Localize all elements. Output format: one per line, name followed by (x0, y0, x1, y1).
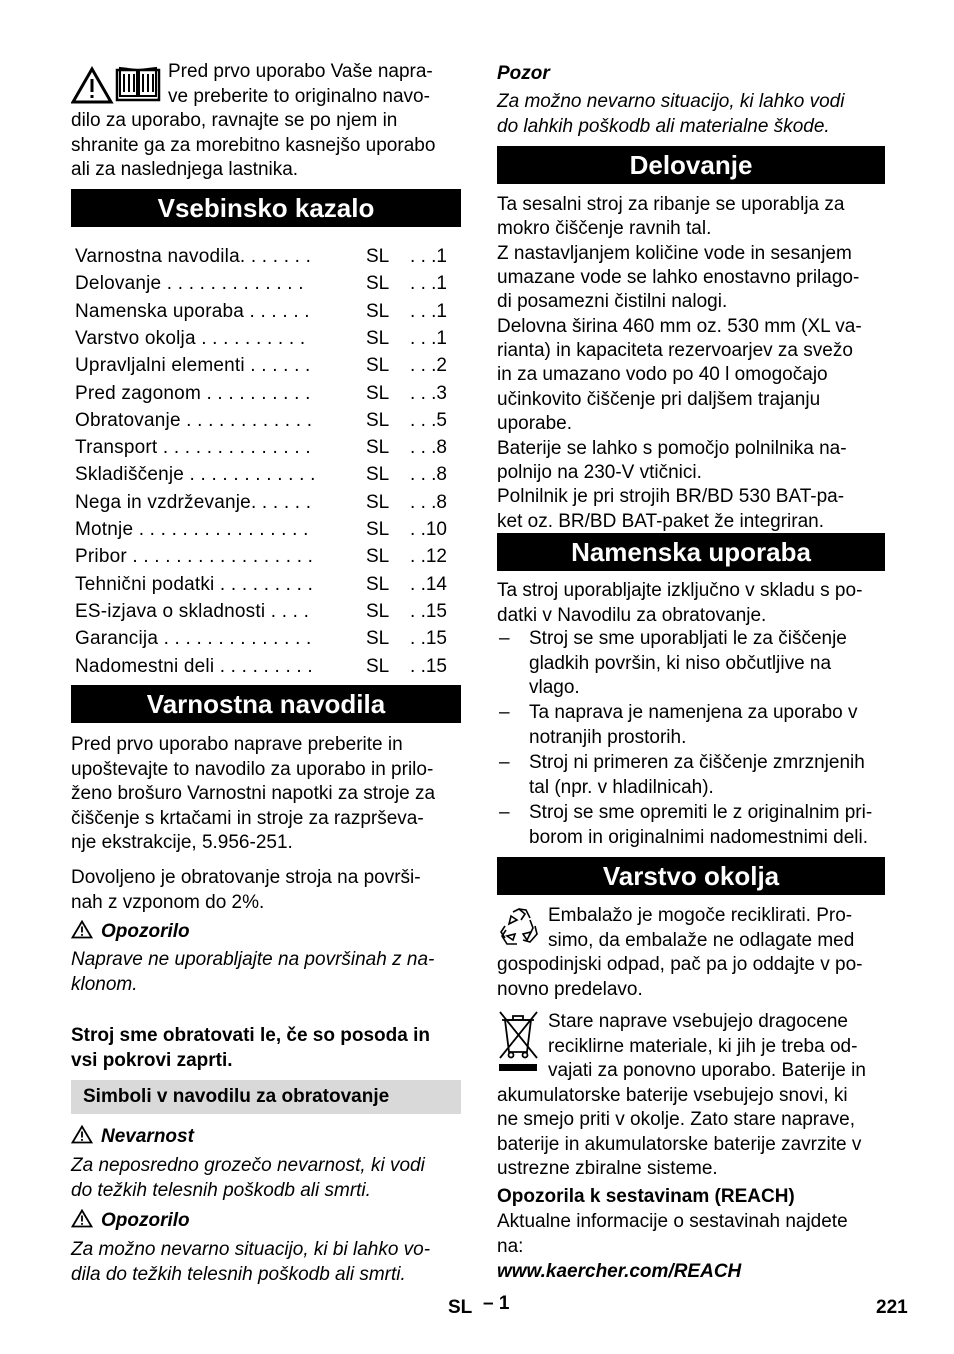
function-line: in za umazano vodo po 40 l omogočajo (497, 364, 828, 386)
weee-line: Stare naprave vsebujejo dragocene (548, 1011, 848, 1032)
intended-item-line: vlago. (529, 677, 580, 698)
weee-line: ustrezne zbiralne sisteme. (497, 1158, 718, 1179)
recycle-line-3: gospodinjski odpad, pač pa jo oddajte v po- (497, 954, 863, 975)
toc-lang: SL (366, 464, 390, 486)
intended-item-line: gladkih površin, ki niso občutljive na (529, 652, 832, 674)
safety-p1-line-3: ženo brošuro Varnostni napotki za stroje za (71, 783, 436, 804)
toc-page: . . .1 (410, 300, 447, 322)
toc-heading: Vsebinsko kazalo (71, 189, 461, 227)
intro-line-4: shranite ga za morebitno kasnejšo uporabo (71, 134, 436, 156)
toc-page: . .15 (410, 655, 447, 677)
toc-row[interactable] (75, 272, 457, 296)
intro-line-5: ali za naslednjega lastnika. (71, 159, 299, 180)
recycle-icon (497, 906, 541, 950)
intended-item-line: Stroj ni primeren za čiščenje zmrznjenih (529, 752, 865, 773)
toc-page: . .14 (410, 573, 447, 595)
intended-intro-line-2: datki v Navodilu za obratovanje. (497, 604, 767, 626)
intended-list-item (497, 701, 885, 750)
intended-item-text (529, 627, 885, 701)
toc-lang: SL (366, 546, 390, 568)
toc-page: . . .8 (410, 437, 447, 459)
dash-bullet: – (499, 702, 510, 723)
toc-lang: SL (366, 600, 390, 622)
toc-lang: SL (366, 300, 390, 322)
toc-label: Delovanje . . . . . . . . . . . . . (75, 273, 304, 295)
reach-line-2: na: (497, 1235, 524, 1257)
toc-page: . . .1 (410, 327, 447, 349)
function-line: di posamezni čistilni nalogi. (497, 291, 728, 313)
dash-bullet: – (499, 802, 510, 823)
warning-1-head: Opozorilo (101, 921, 190, 942)
safety-p1-line-1: Pred prvo uporabo naprave preberite in (71, 734, 403, 755)
warning-2-head: Opozorilo (101, 1210, 190, 1231)
toc-label: ES-izjava o skladnosti . . . . (75, 600, 310, 622)
weee-line: reciklirne materiale, ki jih je treba od- (548, 1035, 858, 1057)
intended-item-line: borom in originalnimi nadomestnimi deli. (529, 826, 868, 848)
toc-lang: SL (366, 655, 390, 677)
safety-p1-line-5: nje ekstrakcije, 5.956-251. (71, 832, 293, 853)
warning-2-line-1: Za možno nevarno situacijo, ki bi lahko vo- (71, 1239, 431, 1260)
toc-row[interactable] (75, 627, 457, 651)
intended-item-text (529, 801, 885, 850)
toc-label: Pribor . . . . . . . . . . . . . . . . . (75, 546, 314, 568)
toc-label: Upravljalni elementi . . . . . . (75, 355, 311, 377)
function-line: Z nastavljanjem količine vode in sesanjem (497, 242, 852, 264)
warning-triangle-icon (71, 920, 93, 939)
warning-1 (71, 920, 461, 945)
toc-label: Varnostna navodila. . . . . . . (75, 246, 312, 267)
toc-row[interactable] (75, 600, 457, 624)
function-line: učinkovito čiščenje pri daljšem trajanju (497, 388, 821, 410)
intended-list-item (497, 751, 885, 800)
toc-row[interactable] (75, 409, 457, 433)
toc-lang: SL (366, 628, 390, 650)
toc-row[interactable] (75, 245, 457, 269)
environment-heading: Varstvo okolja (497, 857, 885, 895)
toc-lang: SL (366, 491, 390, 513)
intro-line-3: dilo za uporabo, ravnajte se po njem in (71, 110, 398, 131)
toc-page: . . .1 (410, 273, 447, 295)
toc-row[interactable] (75, 463, 457, 487)
function-line: ket oz. BR/BD BAT-paket že integriran. (497, 510, 825, 532)
intended-intro-line-1: Ta stroj uporabljajte izključno v skladu s po- (497, 580, 863, 601)
reach-line-1: Aktualne informacije o sestavinah najdete (497, 1211, 848, 1232)
intended-item-line: tal (npr. v hladilnicah). (529, 776, 714, 798)
toc-label: Motnje . . . . . . . . . . . . . . . . (75, 519, 309, 540)
function-line: mokro čiščenje ravnih tal. (497, 218, 712, 240)
safety-heading: Varnostna navodila (71, 685, 461, 723)
toc-label: Pred zagonom . . . . . . . . . . (75, 382, 311, 404)
toc-row[interactable] (75, 300, 457, 324)
toc-label: Tehnični podatki . . . . . . . . . (75, 573, 314, 595)
toc-lang: SL (366, 437, 390, 459)
toc-lang: SL (366, 355, 390, 377)
intended-item-text (529, 751, 885, 800)
crossed-bin-icon (497, 1008, 539, 1072)
intended-item-line: Ta naprava je namenjena za uporabo v (529, 702, 858, 723)
safety-p1-line-2: upoštevajte to navodilo za uporabo in prilo- (71, 758, 434, 780)
footer-page-local: – 1 (483, 1293, 510, 1314)
danger-block (71, 1125, 461, 1150)
toc-label: Garancija . . . . . . . . . . . . . . (75, 628, 312, 650)
dash-bullet: – (499, 752, 510, 773)
weee-line: akumulatorske baterije vsebujejo snovi, ki (497, 1084, 848, 1106)
function-line: rianta) in kapaciteta rezervoarjev za svežo (497, 340, 853, 362)
toc-row[interactable] (75, 655, 457, 679)
toc-row[interactable] (75, 436, 457, 460)
intended-heading: Namenska uporaba (497, 533, 885, 571)
intended-item-line: Stroj se sme uporabljati le za čiščenje (529, 628, 847, 649)
function-line: Baterije se lahko s pomočjo polnilnika na- (497, 437, 847, 459)
toc-page: . . .3 (410, 382, 447, 404)
toc-lang: SL (366, 573, 390, 595)
recycle-line-4: novno predelavo. (497, 978, 643, 1000)
warning-1-line-2: klonom. (71, 973, 138, 995)
function-line: umazane vode se lahko enostavno prilago- (497, 267, 860, 289)
toc-label: Nega in vzdrževanje. . . . . . (75, 491, 312, 513)
toc-row[interactable] (75, 518, 457, 542)
toc-page: . .10 (410, 519, 447, 540)
bold-note-line-2: vsi pokrovi zaprti. (71, 1049, 233, 1071)
danger-head: Nevarnost (101, 1126, 194, 1147)
toc-label: Skladiščenje . . . . . . . . . . . . (75, 464, 316, 486)
toc-row[interactable] (75, 491, 457, 515)
toc-page: . . .8 (410, 464, 447, 486)
toc-page: . . .5 (410, 409, 447, 431)
intended-item-text (529, 701, 885, 750)
toc-lang: SL (366, 246, 390, 267)
intended-item-line: Stroj se sme opremiti le z originalnim pri- (529, 802, 873, 823)
weee-line: baterije in akumulatorske baterije zavrzite v (497, 1133, 862, 1155)
manual-book-icon (115, 62, 161, 102)
toc-page: . . .8 (410, 491, 447, 513)
weee-line: vajati za ponovno uporabo. Baterije in (548, 1060, 866, 1081)
recycle-line-1: Embalažo je mogoče reciklirati. Pro- (548, 905, 853, 926)
toc-label: Obratovanje . . . . . . . . . . . . (75, 409, 313, 431)
safety-p2-line-1: Dovoljeno je obratovanje stroja na površi- (71, 867, 421, 888)
warning-2 (71, 1209, 461, 1234)
toc-row[interactable] (75, 354, 457, 378)
symbols-heading: Simboli v navodilu za obratovanje (71, 1080, 461, 1114)
intro-line-1: Pred prvo uporabo Vaše napra- (168, 61, 433, 82)
intended-list-item (497, 801, 885, 850)
weee-line: ne smejo priti v okolje. Zato stare naprave, (497, 1109, 856, 1130)
toc-lang: SL (366, 382, 390, 404)
toc-row[interactable] (75, 545, 457, 569)
warning-1-line-1: Naprave ne uporabljajte na površinah z na- (71, 949, 435, 970)
footer-lang: SL (448, 1297, 473, 1318)
function-line: Polnilnik je pri strojih BR/BD 530 BAT-pa- (497, 486, 845, 508)
toc-label: Nadomestni deli . . . . . . . . . (75, 655, 313, 677)
toc-label: Transport . . . . . . . . . . . . . . (75, 437, 311, 459)
intended-item-line: notranjih prostorih. (529, 726, 687, 748)
toc-page: . . .1 (410, 246, 447, 267)
toc-row[interactable] (75, 327, 457, 351)
function-line: Ta sesalni stroj za ribanje se uporablja za (497, 194, 845, 215)
caution-head: Pozor (497, 63, 550, 84)
warning-triangle-icon (71, 1125, 93, 1144)
toc-lang: SL (366, 409, 390, 431)
toc-row[interactable] (75, 573, 457, 597)
function-line: Delovna širina 460 mm oz. 530 mm (XL va- (497, 315, 862, 337)
warning-triangle-icon (71, 1209, 93, 1228)
reach-head: Opozorila k sestavinam (REACH) (497, 1186, 795, 1207)
toc-label: Varstvo okolja . . . . . . . . . . (75, 327, 306, 349)
function-heading: Delovanje (497, 146, 885, 184)
dash-bullet: – (499, 628, 510, 649)
intended-list-item (497, 627, 885, 701)
caution-line-2: do lahkih poškodb ali materialne škode. (497, 115, 830, 137)
safety-p2-line-2: nah z vzponom do 2%. (71, 891, 265, 913)
reach-link[interactable]: www.kaercher.com/REACH (497, 1261, 742, 1282)
danger-line-1: Za neposredno grozečo nevarnost, ki vodi (71, 1155, 425, 1176)
toc-page: . .12 (410, 546, 447, 568)
recycle-line-2: simo, da embalaže ne odlagate med (548, 929, 855, 951)
toc-row[interactable] (75, 382, 457, 406)
danger-line-2: do težkih telesnih poškodb ali smrti. (71, 1179, 371, 1201)
bold-note-line-1: Stroj sme obratovati le, če so posoda in (71, 1025, 430, 1046)
toc-lang: SL (366, 273, 390, 295)
intro-line-2: ve preberite to originalno navo- (168, 85, 430, 107)
toc-lang: SL (366, 327, 390, 349)
toc-lang: SL (366, 519, 390, 540)
safety-p1-line-4: čiščenje s krtačami in stroje za razprševa- (71, 807, 424, 829)
function-line: polnijo na 230-V vtičnici. (497, 461, 702, 483)
warning-2-line-2: dila do težkih telesnih poškodb ali smrti. (71, 1263, 406, 1285)
footer-page-total: 221 (876, 1297, 908, 1318)
toc-page: . . .2 (410, 355, 447, 377)
caution-line-1: Za možno nevarno situacijo, ki lahko vodi (497, 91, 845, 112)
toc-page: . .15 (410, 600, 447, 622)
function-line: uporabe. (497, 413, 573, 435)
toc-page: . .15 (410, 628, 447, 650)
toc-label: Namenska uporaba . . . . . . (75, 300, 310, 322)
